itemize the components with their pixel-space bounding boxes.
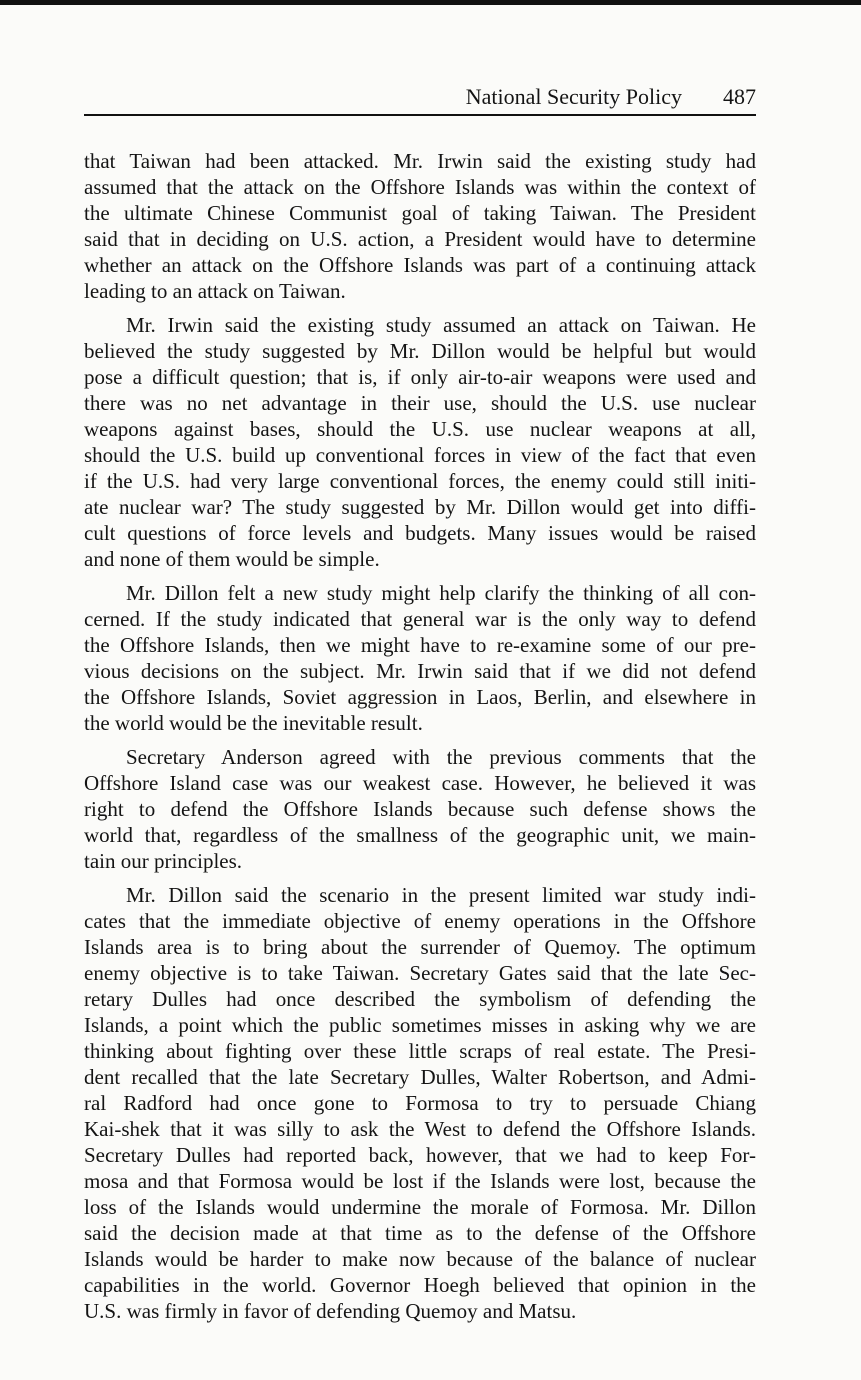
text-line: and none of them would be simple. [84, 547, 380, 571]
text-line: mosa and that Formosa would be lost if the Islands were lost, because the [84, 1169, 756, 1193]
text-line: cerned. If the study indicated that general war is the only way to defend [84, 607, 756, 631]
text-line: Mr. Dillon felt a new study might help clarify the thinking of all con- [126, 581, 756, 605]
paragraph-1 [84, 148, 756, 304]
text-line: Offshore Island case was our weakest case. However, he believed it was [84, 771, 756, 795]
text-line: if the U.S. had very large conventional forces, the enemy could still initi- [84, 469, 756, 493]
page-number: 487 [723, 84, 756, 109]
text-line: the Offshore Islands, Soviet aggression in Laos, Berlin, and elsewhere in [84, 685, 756, 709]
text-line: Kai-shek that it was silly to ask the West to defend the Offshore Islands. [84, 1117, 756, 1141]
page-top-edge [0, 0, 861, 5]
text-line: leading to an attack on Taiwan. [84, 279, 346, 303]
text-line: Islands, a point which the public sometimes misses in asking why we are [84, 1013, 756, 1037]
text-line: the ultimate Chinese Communist goal of taking Taiwan. The President [84, 201, 756, 225]
text-line: thinking about fighting over these little scraps of real estate. The Presi- [84, 1039, 756, 1063]
text-line: Mr. Irwin said the existing study assumed an attack on Taiwan. He [126, 313, 756, 337]
text-line: tain our principles. [84, 849, 243, 873]
text-line: Islands would be harder to make now because of the balance of nuclear [84, 1247, 756, 1271]
running-header [84, 84, 756, 110]
text-line: Mr. Dillon said the scenario in the present limited war study indi- [126, 883, 756, 907]
paragraph-3 [84, 580, 756, 736]
text-line: capabilities in the world. Governor Hoegh believed that opinion in the [84, 1273, 756, 1297]
text-line: whether an attack on the Offshore Islands was part of a continuing attack [84, 253, 756, 277]
header-rule [84, 114, 756, 116]
text-line: ate nuclear war? The study suggested by Mr. Dillon would get into diffi- [84, 495, 756, 519]
paragraph-5 [84, 882, 756, 1324]
text-line: Secretary Anderson agreed with the previous comments that the [126, 745, 756, 769]
text-line: that Taiwan had been attacked. Mr. Irwin said the existing study had [84, 149, 756, 173]
text-line: Secretary Dulles had reported back, however, that we had to keep For- [84, 1143, 756, 1167]
text-line: pose a difficult question; that is, if only air-to-air weapons were used and [84, 365, 756, 389]
text-line: assumed that the attack on the Offshore Islands was within the context of [84, 175, 756, 199]
text-line: the world would be the inevitable result. [84, 711, 423, 735]
text-line: ral Radford had once gone to Formosa to try to persuade Chiang [84, 1091, 756, 1115]
text-line: Islands area is to bring about the surrender of Quemoy. The optimum [84, 935, 756, 959]
text-line: loss of the Islands would undermine the morale of Formosa. Mr. Dillon [84, 1195, 756, 1219]
text-line: cates that the immediate objective of enemy operations in the Offshore [84, 909, 756, 933]
text-line: vious decisions on the subject. Mr. Irwin said that if we did not defend [84, 659, 756, 683]
text-line: retary Dulles had once described the symbolism of defending the [84, 987, 756, 1011]
text-line: said that in deciding on U.S. action, a President would have to determine [84, 227, 756, 251]
paragraph-2 [84, 312, 756, 572]
text-line: should the U.S. build up conventional forces in view of the fact that even [84, 443, 756, 467]
body-text [84, 148, 756, 1332]
paragraph-4 [84, 744, 756, 874]
text-line: there was no net advantage in their use, should the U.S. use nuclear [84, 391, 756, 415]
text-line: weapons against bases, should the U.S. use nuclear weapons at all, [84, 417, 756, 441]
text-line: U.S. was firmly in favor of defending Quemoy and Matsu. [84, 1299, 577, 1323]
running-header-title: National Security Policy [465, 84, 682, 109]
text-line: cult questions of force levels and budgets. Many issues would be raised [84, 521, 756, 545]
text-line: enemy objective is to take Taiwan. Secretary Gates said that the late Sec- [84, 961, 756, 985]
text-line: believed the study suggested by Mr. Dillon would be helpful but would [84, 339, 756, 363]
text-line: the Offshore Islands, then we might have to re-examine some of our pre- [84, 633, 756, 657]
text-line: said the decision made at that time as to the defense of the Offshore [84, 1221, 756, 1245]
text-line: world that, regardless of the smallness of the geographic unit, we main- [84, 823, 756, 847]
text-line: dent recalled that the late Secretary Dulles, Walter Robertson, and Admi- [84, 1065, 756, 1089]
text-line: right to defend the Offshore Islands because such defense shows the [84, 797, 756, 821]
